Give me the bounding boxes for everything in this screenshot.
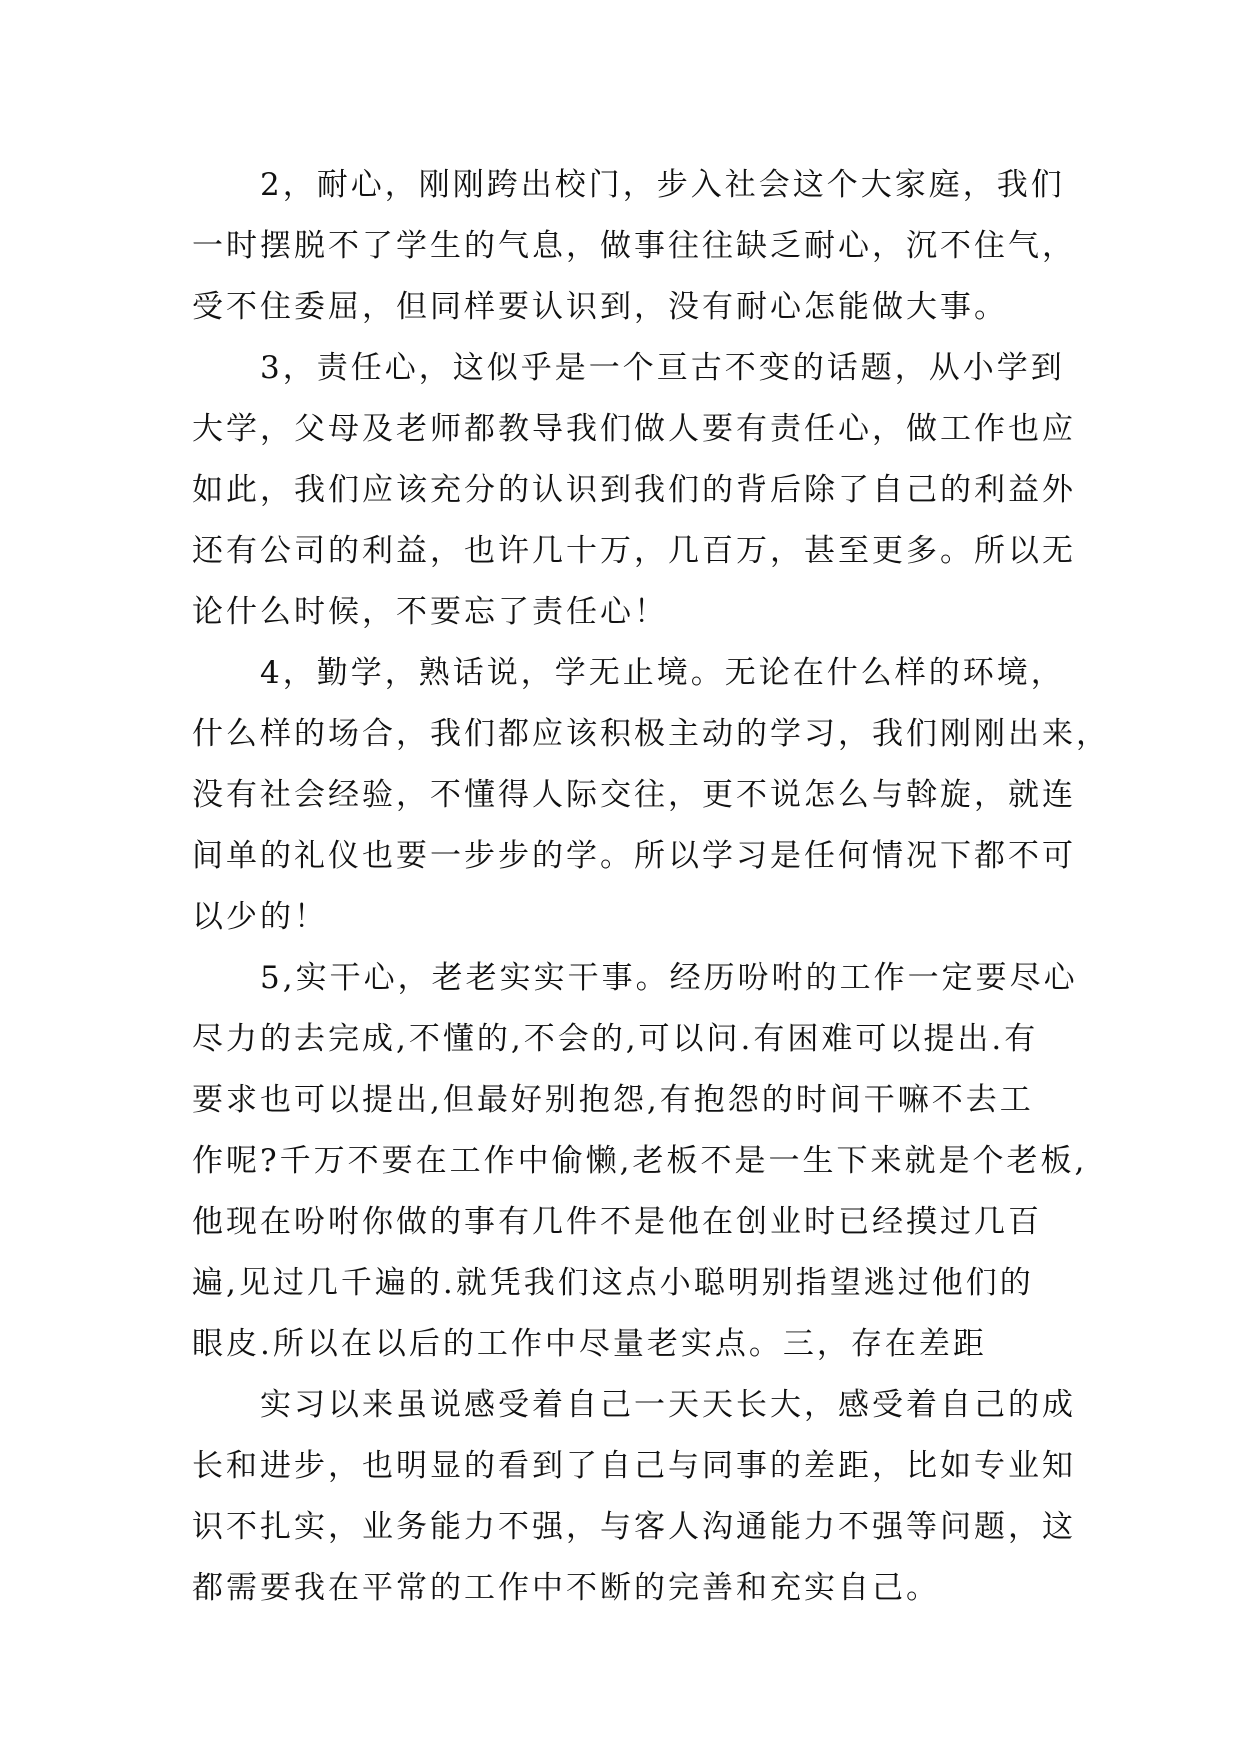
text-line: 5,实干心，老老实实干事。经历吩咐的工作一定要尽心	[192, 960, 1078, 996]
text-line: 识不扎实，业务能力不强，与客人沟通能力不强等问题，这	[192, 1509, 1076, 1545]
text-line: 没有社会经验，不懂得人际交往，更不说怎么与斡旋，就连	[192, 777, 1076, 813]
text-line: 作呢?千万不要在工作中偷懒,老板不是一生下来就是个老板,	[192, 1143, 1088, 1179]
text-line: 大学，父母及老师都教导我们做人要有责任心，做工作也应	[192, 411, 1076, 447]
text-line: 尽力的去完成,不懂的,不会的,可以问.有困难可以提出.有	[192, 1021, 1039, 1057]
text-line: 间单的礼仪也要一步步的学。所以学习是任何情况下都不可	[192, 838, 1076, 874]
text-line: 还有公司的利益，也许几十万，几百万，甚至更多。所以无	[192, 533, 1076, 569]
text-line: 如此，我们应该充分的认识到我们的背后除了自己的利益外	[192, 472, 1076, 508]
paragraph-responsibility	[192, 338, 1076, 643]
text-line: 他现在吩咐你做的事有几件不是他在创业时已经摸过几百	[192, 1204, 1042, 1240]
text-line: 长和进步，也明显的看到了自己与同事的差距，比如专业知	[192, 1448, 1076, 1484]
text-line: 论什么时候，不要忘了责任心！	[192, 594, 668, 630]
paragraph-patience	[192, 155, 1076, 338]
text-line: 要求也可以提出,但最好别抱怨,有抱怨的时间干嘛不去工	[192, 1082, 1034, 1118]
paragraph-practical-work	[192, 948, 1088, 1375]
text-line: 受不住委屈，但同样要认识到，没有耐心怎能做大事。	[192, 289, 1008, 325]
text-line: 以少的！	[192, 899, 328, 935]
text-line: 什么样的场合，我们都应该积极主动的学习，我们刚刚出来，	[192, 716, 1110, 752]
text-line: 实习以来虽说感受着自己一天天长大，感受着自己的成	[192, 1387, 1076, 1423]
text-line: 一时摆脱不了学生的气息，做事往往缺乏耐心，沉不住气，	[192, 228, 1076, 264]
paragraph-diligent-study	[192, 643, 1110, 948]
paragraph-gap-summary	[192, 1375, 1076, 1619]
document-body	[192, 155, 1110, 1619]
text-line: 3，责任心，这似乎是一个亘古不变的话题，从小学到	[192, 350, 1065, 386]
text-line: 4，勤学，熟话说，学无止境。无论在什么样的环境，	[192, 655, 1065, 691]
text-line: 都需要我在平常的工作中不断的完善和充实自己。	[192, 1570, 940, 1606]
text-line: 2，耐心，刚刚跨出校门，步入社会这个大家庭，我们	[192, 167, 1065, 203]
text-line: 遍,见过几千遍的.就凭我们这点小聪明别指望逃过他们的	[192, 1265, 1034, 1301]
text-line: 眼皮.所以在以后的工作中尽量老实点。三，存在差距	[192, 1326, 987, 1362]
